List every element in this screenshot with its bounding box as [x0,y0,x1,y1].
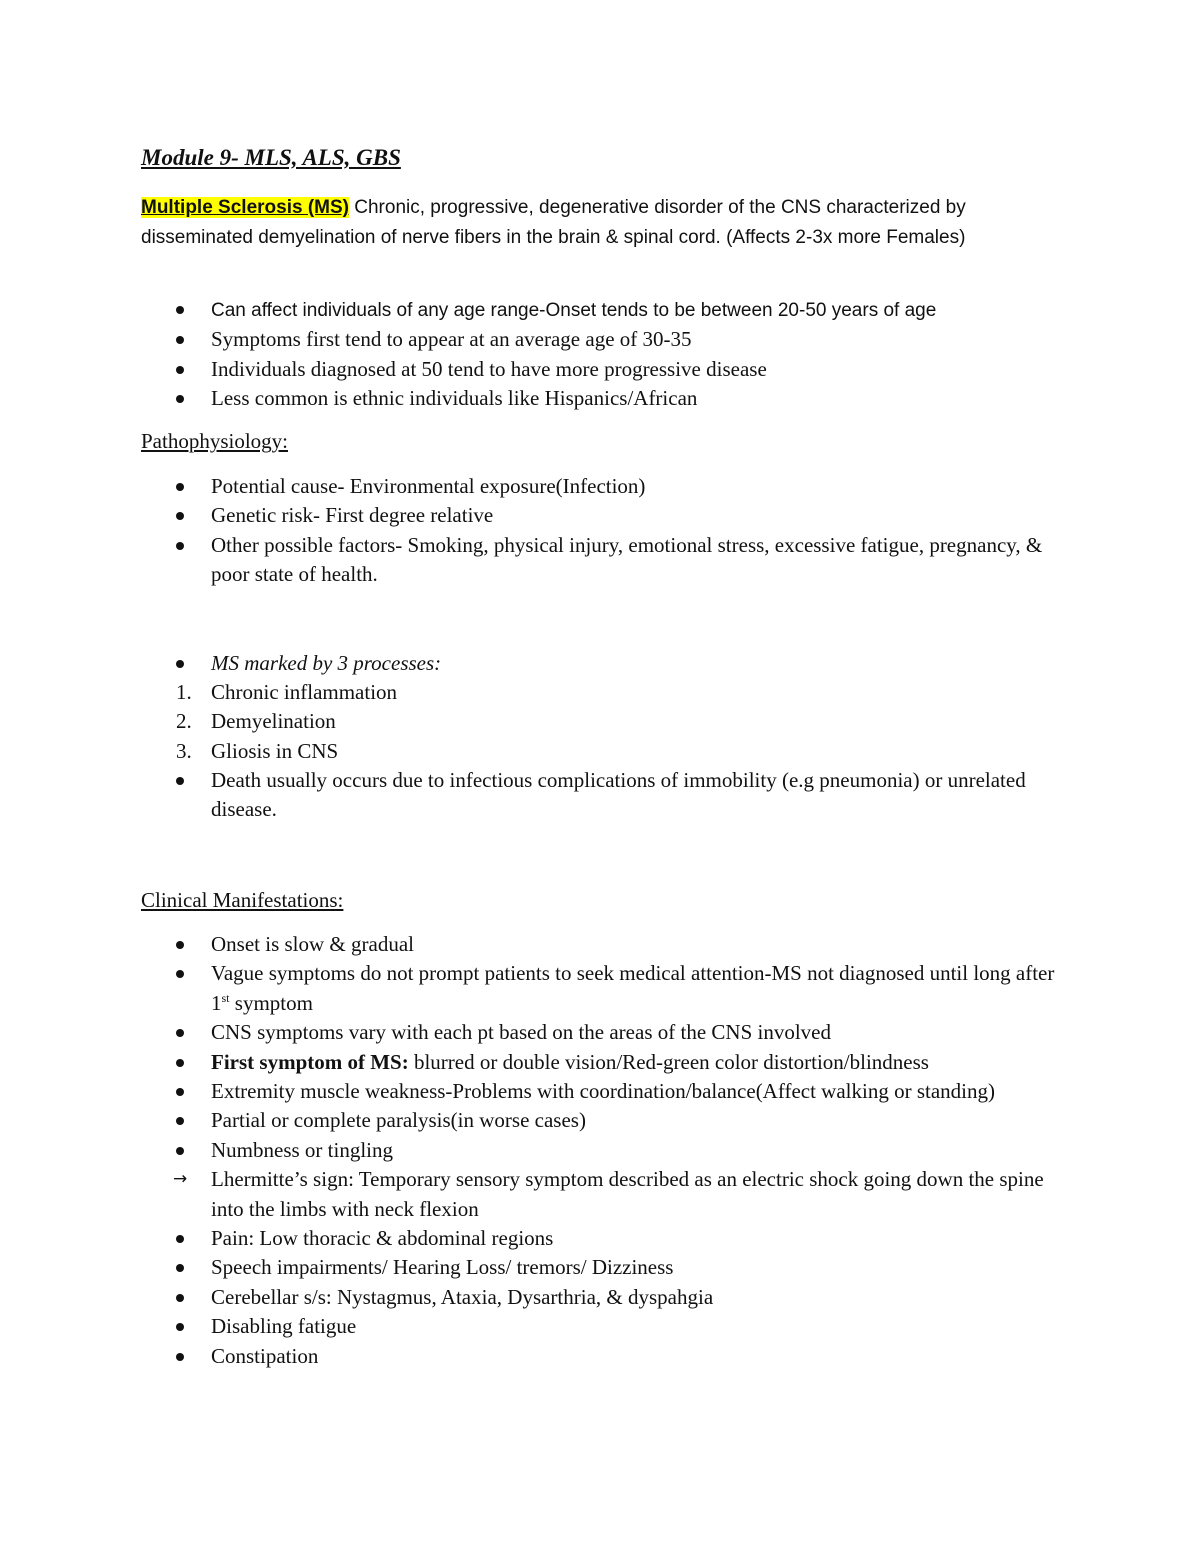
bullet-icon [176,1323,184,1331]
bullet-icon [176,512,184,520]
processes-lead-list [141,649,1071,678]
list-item: Pain: Low thoracic & abdominal regions [141,1224,1071,1253]
list-item: CNS symptoms vary with each pt based on the areas of the CNS involved [141,1018,1071,1047]
processes-numbered-list [141,678,1071,766]
bullet-icon [176,1059,184,1067]
bullet-icon [176,970,184,978]
bullet-icon [176,1353,184,1361]
ms-definition-paragraph [141,192,1061,253]
list-item: 2. Demyelination [176,709,336,734]
bullet-icon [176,1117,184,1125]
bullet-icon [176,366,184,374]
list-item: First symptom of MS: blurred or double vision/Red-green color distortion/blindness [141,1048,1071,1077]
bullet-icon [176,1264,184,1272]
bullet-icon [176,1088,184,1096]
list-item: Can affect individuals of any age range-Onset tends to be between 20-50 years of age [141,295,1071,325]
list-item: Speech impairments/ Hearing Loss/ tremors/ Dizziness [141,1253,1071,1282]
bullet-icon [176,1147,184,1155]
bullet-icon [176,1029,184,1037]
clinical-manifestations-heading: Clinical Manifestations: [141,888,344,912]
list-item: 1. Chronic inflammation [176,680,398,704]
pathophysiology-list [141,472,1071,590]
list-item: 3. Gliosis in CNS [176,738,339,763]
list-item: Constipation [141,1342,1071,1371]
list-item: Onset is slow & gradual [141,930,1071,959]
list-item: Symptoms first tend to appear at an average age of 30-35 [141,325,1071,354]
ms-term-highlight: Multiple Sclerosis (MS) [141,197,349,218]
list-item: Genetic risk- First degree relative [141,501,1071,530]
death-note-list [141,766,1071,825]
arrow-right-icon: → [173,1169,188,1190]
module-title: Module 9- MLS, ALS, GBS [141,145,401,170]
bullet-icon [176,1235,184,1243]
list-item: Less common is ethnic individuals like Hispanics/African [141,384,1071,413]
list-item: → Lhermitte’s sign: Temporary sensory symptom described as an electric shock going down the spine into the limbs with neck flexion [173,1167,1044,1221]
bullet-icon [176,336,184,344]
bullet-icon [176,941,184,949]
bullet-icon [176,660,184,668]
list-item: Potential cause- Environmental exposure(Infection) [141,472,1071,501]
list-item: Numbness or tingling [141,1136,1071,1165]
intro-bullet-list [141,295,1071,414]
ms-definition-text: Chronic, progressive, degenerative disorder of the CNS characterized by disseminated demyelination of nerve fibers in the brain & spinal cord. (Affects 2-3x more Females) [141,197,966,249]
bullet-icon [176,777,184,785]
list-item: Death usually occurs due to infectious complications of immobility (e.g pneumonia) or unrelated disease. [141,766,1071,825]
list-item: Cerebellar s/s: Nystagmus, Ataxia, Dysarthria, & dyspahgia [141,1283,1071,1312]
list-item: Vague symptoms do not prompt patients to seek medical attention-MS not diagnosed until long after 1st symptom [141,959,1071,1018]
list-item: Other possible factors- Smoking, physical injury, emotional stress, excessive fatigue, pregnancy, & poor state of health. [141,531,1071,590]
bullet-icon [176,483,184,491]
clinical-manifestations-list [141,930,1071,1371]
list-item: MS marked by 3 processes: [141,649,1071,678]
list-item: Individuals diagnosed at 50 tend to have more progressive disease [141,355,1071,384]
list-item: Extremity muscle weakness-Problems with coordination/balance(Affect walking or standing) [141,1077,1071,1106]
list-item: Partial or complete paralysis(in worse cases) [141,1106,1071,1135]
list-item: Disabling fatigue [141,1312,1071,1341]
bullet-icon [176,1294,184,1302]
bullet-icon [176,306,184,314]
pathophysiology-heading: Pathophysiology: [141,429,289,453]
bullet-icon [176,542,184,550]
bullet-icon [176,395,184,403]
